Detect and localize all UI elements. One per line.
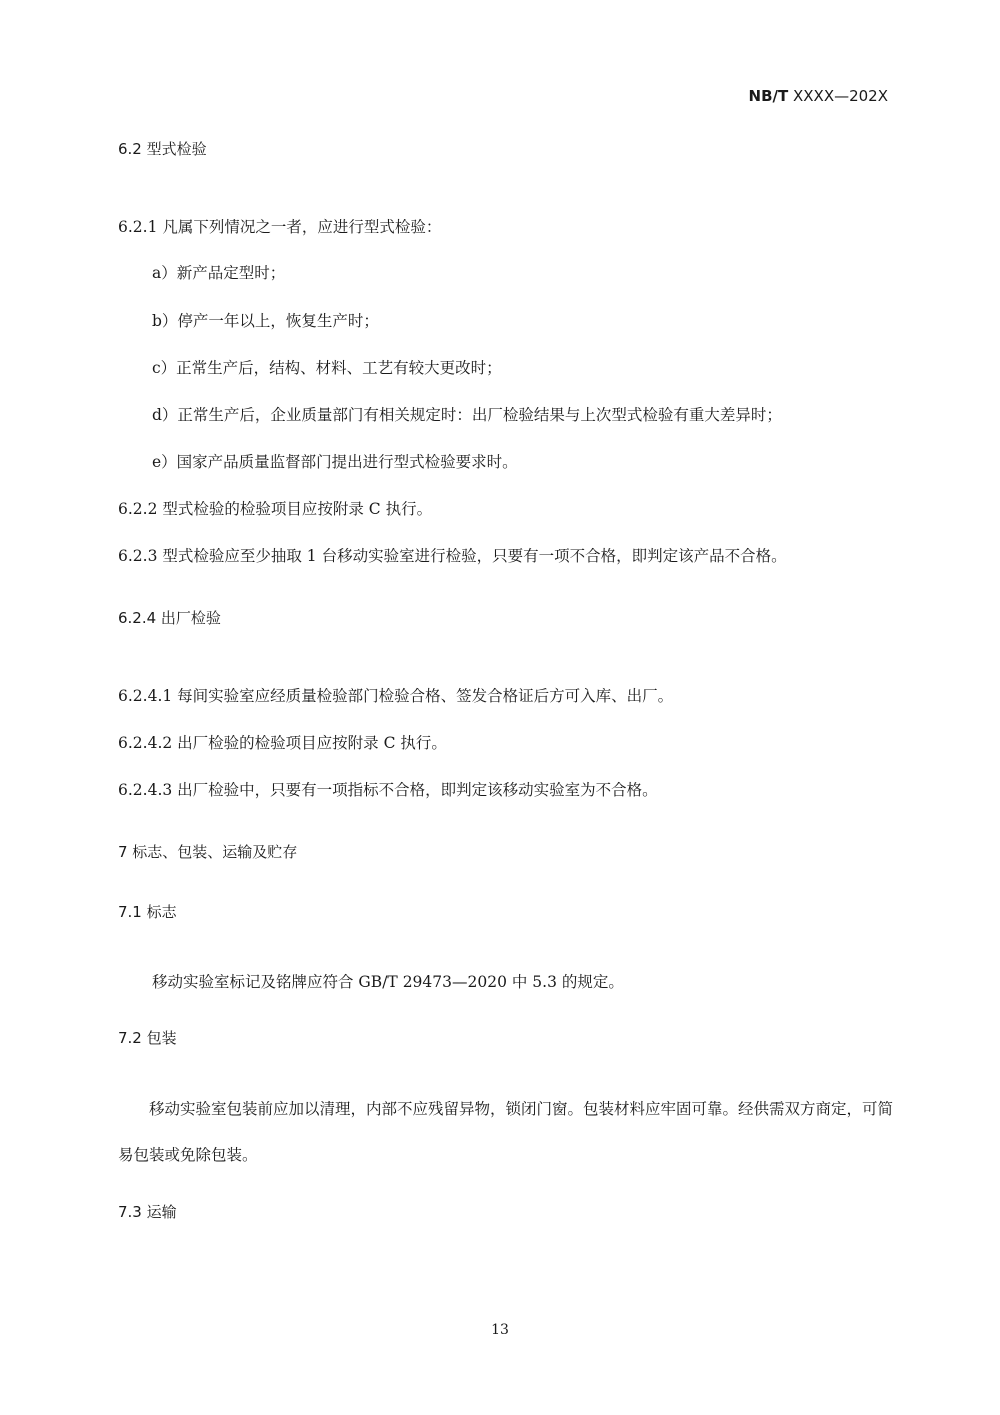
section-7-1-text: 移动实验室标记及铭牌应符合 GB/T 29473—2020 中 5.3 的规定。: [152, 973, 624, 991]
clause-6-2-4-3: 6.2.4.3 出厂检验中，只要有一项指标不合格，即判定该移动实验室为不合格。: [118, 781, 658, 799]
list-item-e: e）国家产品质量监督部门提出进行型式检验要求时。: [152, 453, 518, 471]
section-6-2-4-heading: 6.2.4 出厂检验: [118, 609, 221, 627]
standard-code-header: [749, 86, 888, 106]
standard-code-prefix: NB/T: [748, 87, 789, 105]
section-7-2-heading: 7.2 包装: [118, 1029, 177, 1047]
clause-6-2-4-1: 6.2.4.1 每间实验室应经质量检验部门检验合格、签发合格证后方可入库、出厂。: [118, 687, 674, 705]
clause-6-2-4-2: 6.2.4.2 出厂检验的检验项目应按附录 C 执行。: [118, 734, 447, 752]
clause-6-2-3: 6.2.3 型式检验应至少抽取 1 台移动实验室进行检验，只要有一项不合格，即判定该产品不合格。: [118, 547, 787, 565]
list-item-b: b）停产一年以上，恢复生产时；: [152, 312, 379, 330]
list-item-d: d）正常生产后，企业质量部门有相关规定时：出厂检验结果与上次型式检验有重大差异时；: [152, 406, 782, 424]
section-7-heading: 7 标志、包装、运输及贮存: [118, 843, 298, 861]
list-item-c: c）正常生产后，结构、材料、工艺有较大更改时；: [152, 359, 502, 377]
section-6-2-heading: 6.2 型式检验: [118, 140, 207, 158]
page-number: 13: [491, 1322, 509, 1338]
standard-code-number: XXXX—202X: [788, 87, 888, 105]
section-7-2-text: 移动实验室包装前应加以清理，内部不应残留异物，锁闭门窗。包装材料应牢固可靠。经供需双方商定，可简易包装或免除包装。: [118, 1100, 894, 1164]
clause-6-2-1: 6.2.1 凡属下列情况之一者，应进行型式检验：: [118, 218, 442, 236]
clause-6-2-2: 6.2.2 型式检验的检验项目应按附录 C 执行。: [118, 500, 433, 518]
section-7-1-heading: 7.1 标志: [118, 903, 177, 921]
section-7-3-heading: 7.3 运输: [118, 1203, 177, 1221]
list-item-a: a）新产品定型时；: [152, 264, 286, 282]
